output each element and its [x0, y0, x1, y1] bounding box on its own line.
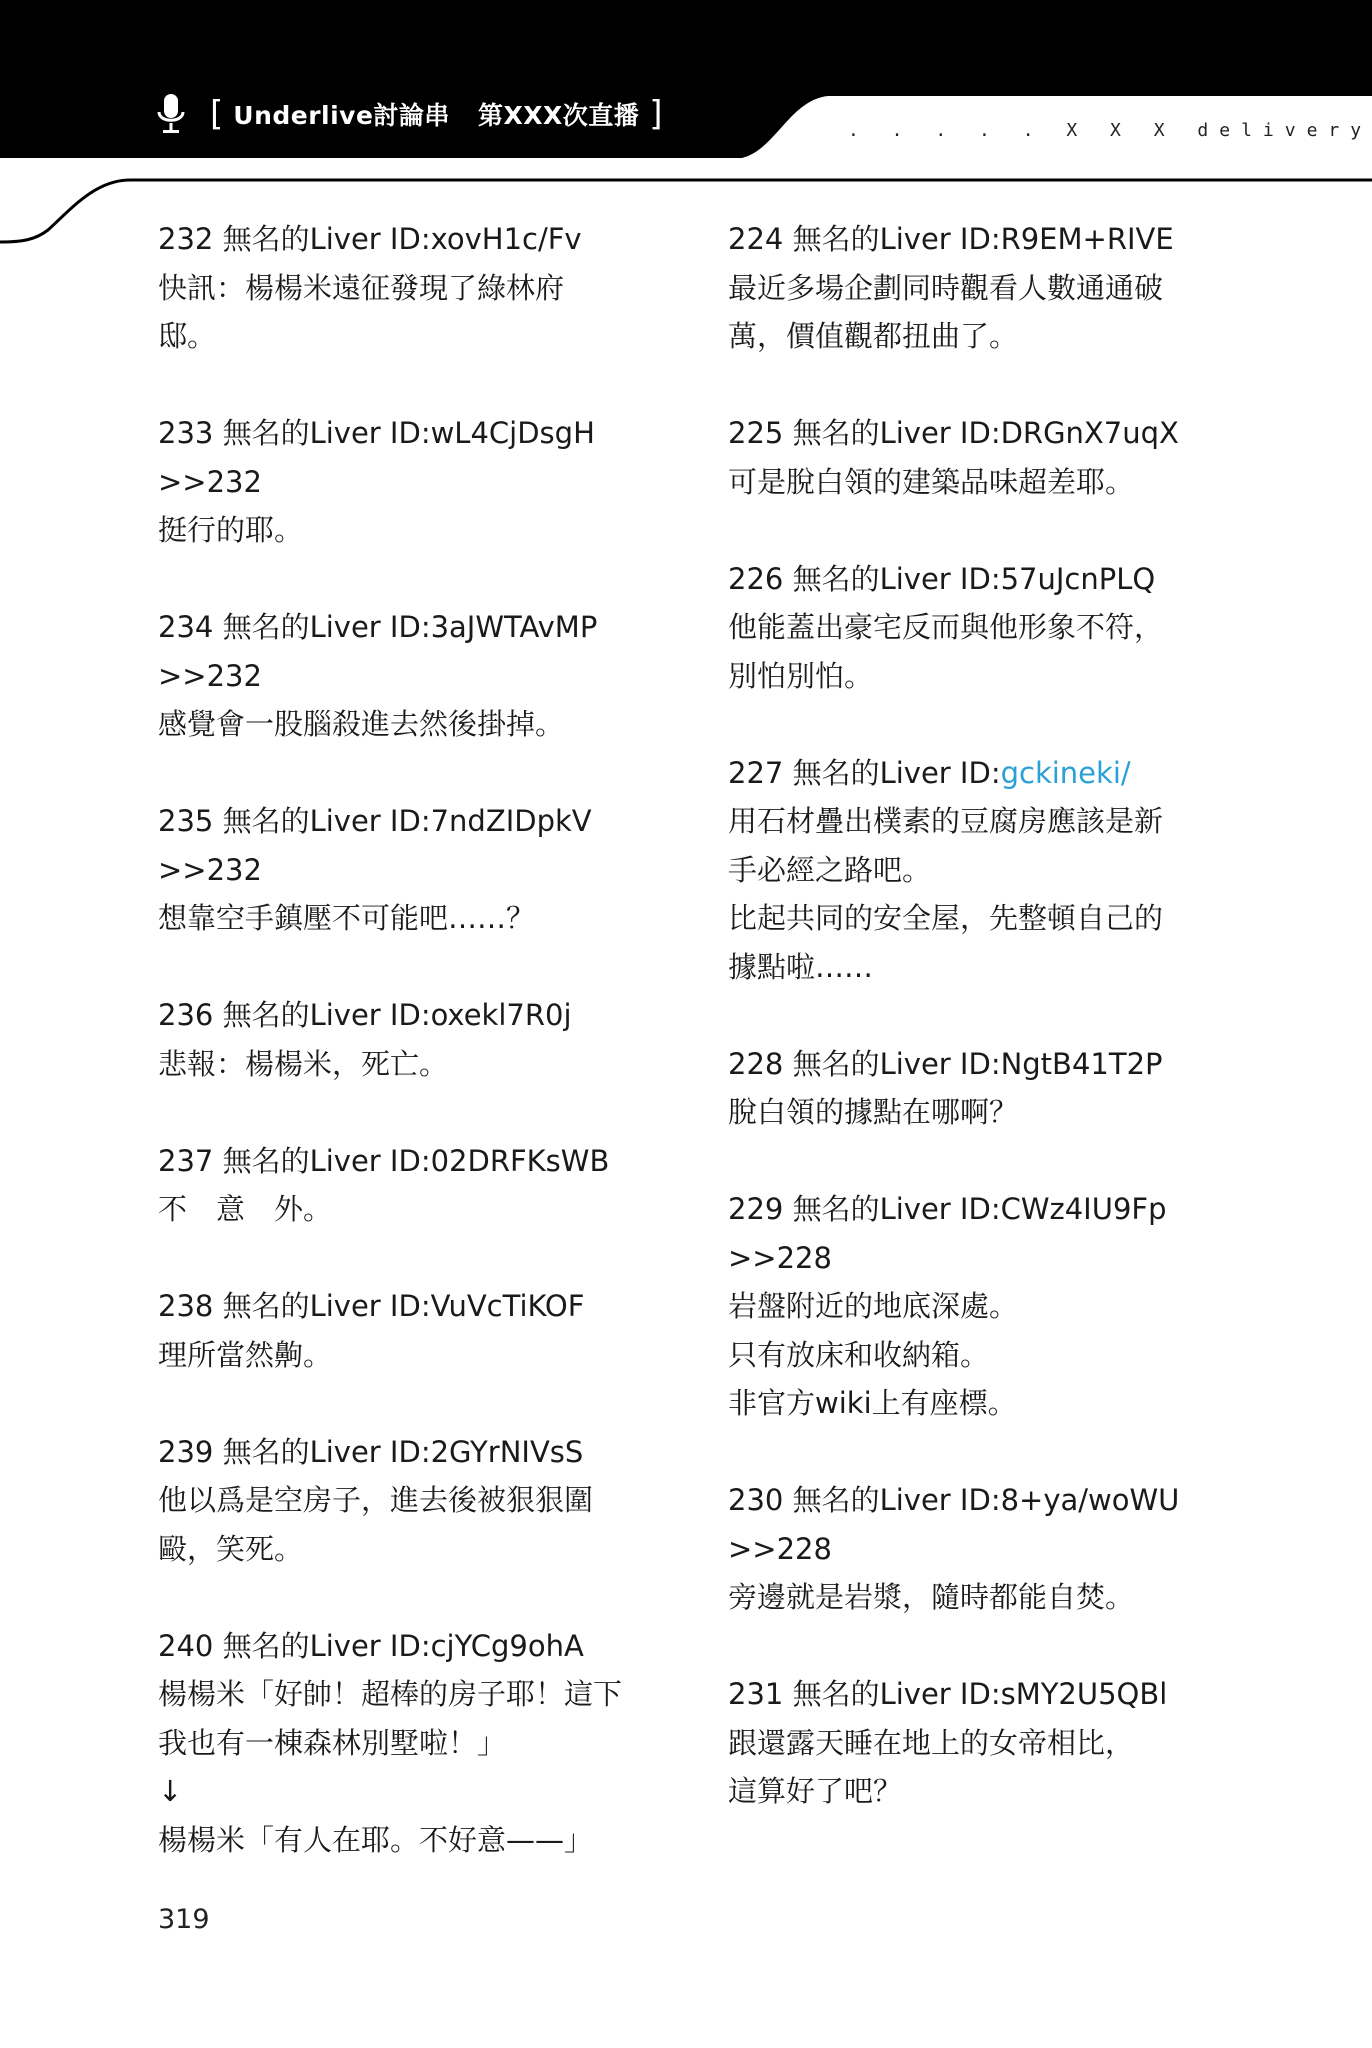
post-id-link: gckineki/ — [1000, 755, 1131, 790]
post-header: 230 無名的Liver ID:8+ya/woWU — [728, 1483, 1180, 1517]
post-reply-link: >>232 — [158, 658, 262, 693]
left-column — [158, 215, 648, 1913]
post-header — [728, 749, 1228, 798]
arrow-down-icon: ↓ — [158, 1774, 183, 1808]
post-reply-link: >>228 — [728, 1531, 832, 1566]
post-line: 非官方wiki上有座標。 — [728, 1386, 1017, 1420]
post-header: 228 無名的Liver ID:NgtB41T2P — [728, 1046, 1163, 1081]
post — [158, 1428, 648, 1574]
post-line: 楊楊米「好帥！超棒的房子耶！這下 — [158, 1677, 623, 1711]
post — [158, 991, 648, 1088]
post — [728, 1185, 1228, 1428]
post-header: 234 無名的Liver ID:3aJWTAvMP — [158, 610, 598, 644]
post — [158, 1282, 648, 1379]
post-line: 可是脫白領的建築品味超差耶。 — [728, 464, 1135, 499]
post — [728, 1670, 1228, 1816]
post-line: 這算好了吧？ — [728, 1774, 903, 1808]
post-header: 231 無名的Liver ID:sMY2U5QBl — [728, 1677, 1168, 1711]
left-bracket: [ — [210, 94, 224, 134]
post-header: 237 無名的Liver ID:02DRFKsWB — [158, 1143, 610, 1178]
post — [158, 409, 648, 555]
header-title-bar — [156, 92, 673, 136]
post-line: 悲報：楊楊米，死亡。 — [158, 1046, 449, 1081]
post-header-prefix: 227 無名的Liver ID: — [728, 755, 1001, 790]
post — [158, 1622, 648, 1865]
post-header: 226 無名的Liver ID:57uJcnPLQ — [728, 561, 1156, 596]
post-header: 233 無名的Liver ID:wL4CjDsgH — [158, 416, 595, 450]
post-line: 挺行的耶。 — [158, 513, 304, 547]
post — [158, 215, 648, 361]
post-header: 232 無名的Liver ID:xovH1c/Fv — [158, 222, 582, 256]
post-line: 手必經之路吧。 — [728, 852, 932, 887]
post-line: 只有放床和收納箱。 — [728, 1337, 990, 1372]
post-header: 229 無名的Liver ID:CWz4IU9Fp — [728, 1192, 1167, 1226]
post-header: 236 無名的Liver ID:oxekl7R0j — [158, 998, 572, 1032]
post-reply-link: >>232 — [158, 464, 262, 499]
post-line: 岩盤附近的地底深處。 — [728, 1289, 1019, 1323]
delivery-label: . . . . . X X X delivery — [848, 120, 1372, 141]
post — [158, 1137, 648, 1234]
post-reply-link: >>232 — [158, 852, 262, 887]
post — [158, 797, 648, 943]
post-line: 比起共同的安全屋，先整頓自己的 — [728, 901, 1164, 935]
post-line: 毆，笑死。 — [158, 1531, 304, 1566]
post-line: 據點啦…… — [728, 949, 874, 984]
microphone-icon — [156, 92, 186, 136]
post-line: 感覺會一股腦殺進去然後掛掉。 — [158, 707, 565, 741]
post-line: 旁邊就是岩漿，隨時都能自焚。 — [728, 1580, 1135, 1614]
post-line: 不 意 外。 — [158, 1192, 333, 1226]
post-line: 別怕別怕。 — [728, 658, 874, 693]
post-header: 239 無名的Liver ID:2GYrNIVsS — [158, 1434, 584, 1469]
post-line: 跟還露天睡在地上的女帝相比， — [728, 1725, 1135, 1760]
post-line: 想靠空手鎮壓不可能吧……？ — [158, 901, 536, 935]
post-line: 我也有一棟森林別墅啦！」 — [158, 1725, 507, 1760]
post-line: 萬，價值觀都扭曲了。 — [728, 319, 1019, 353]
post-line: 楊楊米「有人在耶。不好意——」 — [158, 1822, 594, 1857]
post-line: 他能蓋出豪宅反而與他形象不符， — [728, 610, 1164, 644]
page-number: 319 — [158, 1904, 210, 1935]
episode-label: 第XXX次直播 — [477, 101, 640, 130]
post-line: 用石材疊出樸素的豆腐房應該是新 — [728, 804, 1164, 838]
post-line: 理所當然齁。 — [158, 1337, 333, 1372]
post — [728, 215, 1228, 361]
post-header: 240 無名的Liver ID:cjYCg9ohA — [158, 1628, 584, 1663]
post-header: 225 無名的Liver ID:DRGnX7uqX — [728, 416, 1179, 450]
right-column — [728, 215, 1228, 1864]
post-line: 脫白領的據點在哪啊？ — [728, 1095, 1019, 1129]
post-line: 他以爲是空房子，進去後被狠狠圍 — [158, 1483, 594, 1517]
post-header: 224 無名的Liver ID:R9EM+RIVE — [728, 222, 1174, 256]
post — [728, 555, 1228, 701]
post-header: 238 無名的Liver ID:VuVcTiKOF — [158, 1289, 585, 1323]
post-reply-link: >>228 — [728, 1240, 832, 1275]
thread-title: Underlive討論串 — [233, 101, 450, 130]
post-header: 235 無名的Liver ID:7ndZIDpkV — [158, 804, 592, 838]
post — [158, 603, 648, 749]
post-line: 最近多場企劃同時觀看人數通通破 — [728, 270, 1164, 305]
post-line: 快訊：楊楊米遠征發現了綠林府 — [158, 270, 565, 305]
post-line: 邸。 — [158, 319, 217, 353]
post — [728, 1040, 1228, 1137]
post — [728, 1476, 1228, 1622]
post — [728, 749, 1228, 992]
right-bracket: ] — [649, 94, 663, 134]
post — [728, 409, 1228, 506]
